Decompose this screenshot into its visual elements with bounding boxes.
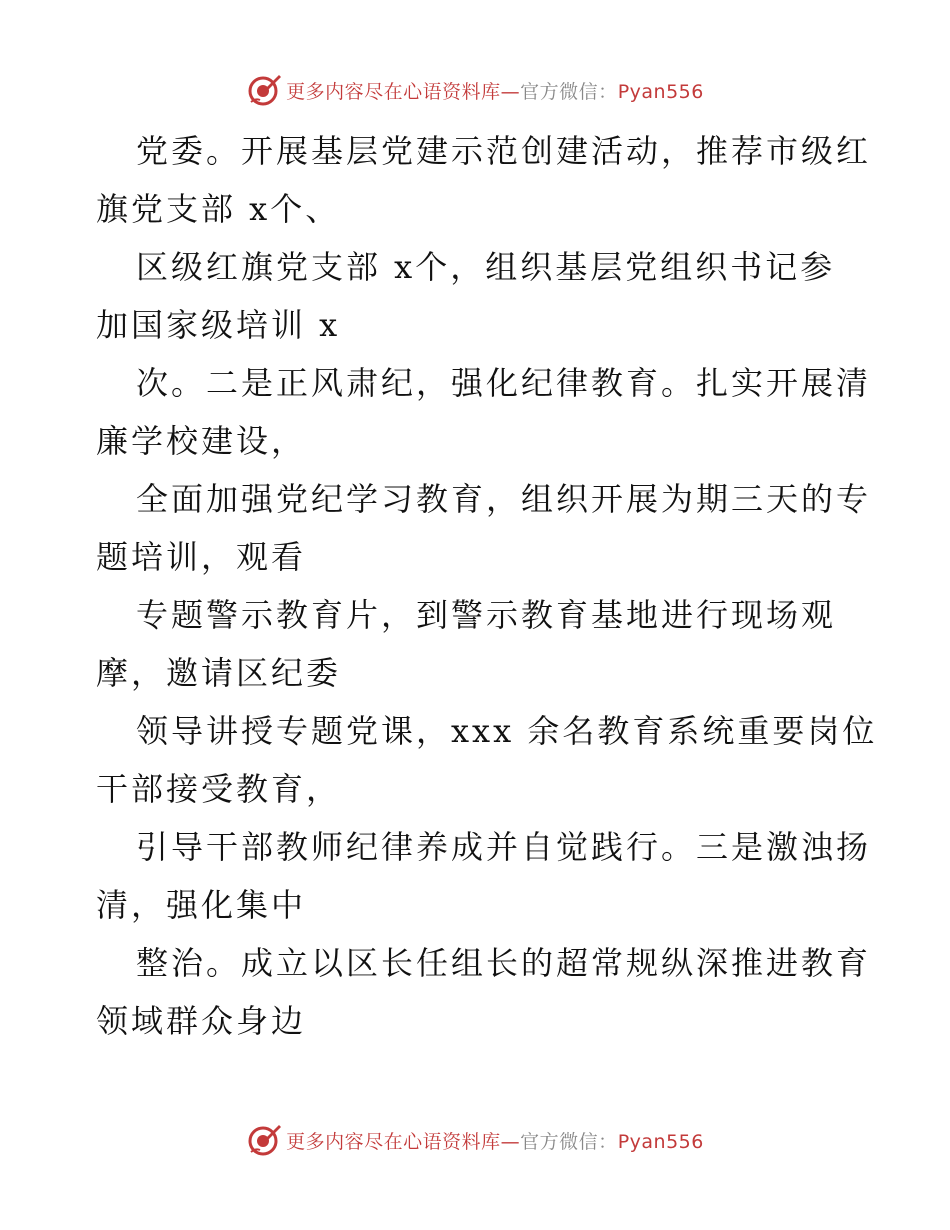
text-line: 加国家级培训 x [96, 306, 341, 344]
footer-official: 官方微信： [520, 1130, 618, 1153]
header-dash: — [500, 80, 521, 103]
text-line: 廉学校建设， [96, 422, 307, 460]
text-line: 整治。成立以区长任组长的超常规纵深推进教育 [136, 944, 872, 982]
footer-handle: Pyan556 [617, 1130, 704, 1153]
footer-watermark [0, 1120, 950, 1160]
brush-logo-icon [246, 1122, 282, 1158]
text-line: 题培训，观看 [96, 538, 307, 576]
footer-watermark-text [286, 1127, 704, 1154]
text-line: 干部接受教育， [96, 770, 342, 808]
header-handle: Pyan556 [617, 80, 704, 103]
header-official: 官方微信： [520, 80, 618, 103]
text-line: 领域群众身边 [96, 1002, 307, 1040]
text-line: 摩，邀请区纪委 [96, 654, 342, 692]
footer-brand: 更多内容尽在心语资料库 [286, 1130, 501, 1153]
header-watermark [0, 70, 950, 110]
header-watermark-text [286, 77, 704, 104]
text-line: 区级红旗党支部 x个，组织基层党组织书记参 [136, 248, 836, 286]
text-line: 党委。开展基层党建示范创建活动，推荐市级红 [136, 132, 872, 170]
footer-dash: — [500, 1130, 521, 1153]
text-line: 清，强化集中 [96, 886, 307, 924]
text-line: 旗党支部 x个、 [96, 190, 341, 228]
document-body [96, 122, 878, 1050]
text-line: 次。二是正风肃纪，强化纪律教育。扎实开展清 [136, 364, 872, 402]
text-line: 领导讲授专题党课，xxx 余名教育系统重要岗位 [136, 712, 878, 750]
brush-logo-icon [246, 72, 282, 108]
text-line: 全面加强党纪学习教育，组织开展为期三天的专 [136, 480, 872, 518]
header-brand: 更多内容尽在心语资料库 [286, 80, 501, 103]
text-line: 专题警示教育片，到警示教育基地进行现场观 [136, 596, 837, 634]
text-line: 引导干部教师纪律养成并自觉践行。三是激浊扬 [136, 828, 872, 866]
